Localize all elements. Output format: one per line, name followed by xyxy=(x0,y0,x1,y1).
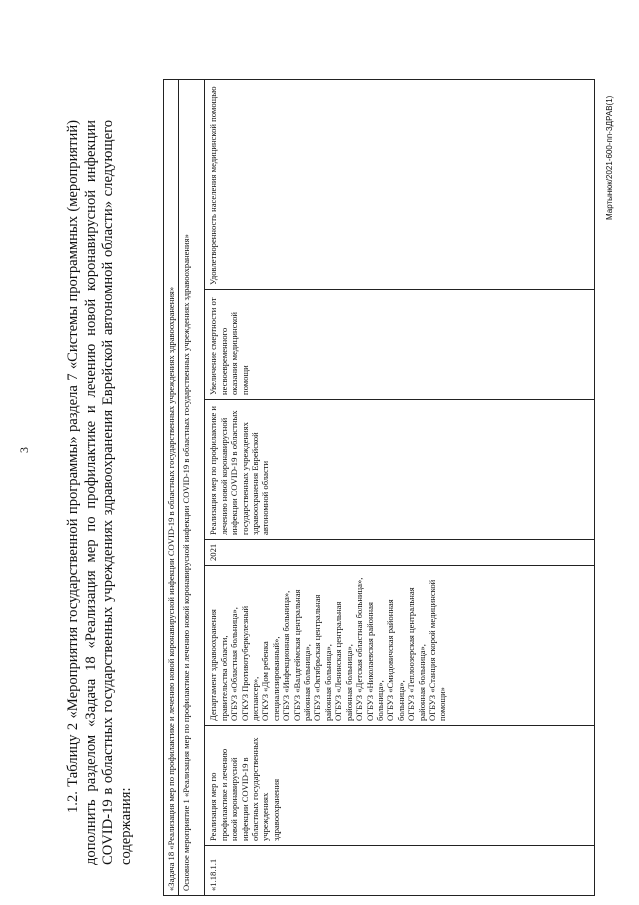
table-row xyxy=(205,79,595,895)
executor-item: ОГБУЗ «Валдгеймская центральная районная больница», xyxy=(291,589,313,721)
executor-item: ОГБУЗ «Детская областная больница», xyxy=(354,577,365,721)
executor-item: ОГБУЗ «Инфекционная больница», xyxy=(281,590,292,721)
executor-item: ОГБУЗ «Областная больница», xyxy=(229,607,240,721)
executor-item: ОГКУЗ Противотуберкулезный диспансер», xyxy=(239,605,261,721)
executor-item: Департамент здравоохранения правительства области, xyxy=(208,609,229,721)
executor-item: ОГБУЗ «Ленинская центральная районная больница», xyxy=(333,601,354,721)
task-header-row xyxy=(164,79,179,895)
row-year-cell: 2021 xyxy=(205,540,595,566)
row-executors-cell xyxy=(205,566,595,726)
measures-table xyxy=(163,79,595,896)
main-event-cell: Основное мероприятие 1 «Реализация мер по профилактике и лечению новой коронавирусной инфекции COVID-19 в областных государственных учреждениях здравоохранения» xyxy=(179,79,205,895)
row-number-cell: «1.18.1.1 xyxy=(205,846,595,896)
executor-item: ОГБУЗ «Октябрьская центральная районная больница», xyxy=(312,594,333,721)
main-event-row xyxy=(179,79,205,895)
row-consequence-cell: Увеличение смертности от несвоевременного оказания медицинской помощи xyxy=(205,290,595,400)
intro-paragraph xyxy=(65,120,135,865)
row-name-cell: Реализация мер по профилактике и лечению новой коронавирусной инфекции COVID-19 в областных государственных учреждениях здравоохранения xyxy=(205,726,595,846)
row-indicator-cell: Удовлетворенность населения медицинской помощью xyxy=(205,79,595,289)
executor-item: ОГКУЗ «Дом ребенка специализированный», xyxy=(260,636,281,721)
executor-item: ОГБУЗ «Станция скорой медицинской помощи» xyxy=(426,579,448,721)
measures-table-wrapper xyxy=(163,80,595,896)
executors-list xyxy=(208,570,447,721)
row-result-cell: Реализация мер по профилактике и лечению новой коронавирусной инфекции COVID-19 в областных государственных учреждениях здравоохранения Еврейской автономной области xyxy=(205,400,595,540)
executor-item: ОГБУЗ «Николаевская районная больница», xyxy=(364,602,385,721)
executor-item: ОГБУЗ «Теплоозерская центральная районная больница», xyxy=(406,587,427,721)
executor-item: ОГБУЗ «Смидовичская районная больница», xyxy=(385,599,406,721)
intro-text: 1.2. Таблицу 2 «Мероприятия государственной программы» раздела 7 «Системы программных (мероприятий) дополнить разделом «Задача 18 «Реализация мер по профилактике и лечению новой коронавирусной инфекции COVID-19 в областных государственных учреждениях здравоохранения Еврейской автономной области» следующего содержания: xyxy=(65,120,134,865)
task-header-cell: «Задача 18 «Реализация мер по профилактике и лечению новой коронавирусной инфекции COVID-19 в областных государственных учреждениях здравоохранения» xyxy=(164,79,179,895)
document-footer: Мартынюк/2021-600-пп-ЗДРАВ(1) xyxy=(605,95,614,220)
page-number: 3 xyxy=(17,447,31,453)
